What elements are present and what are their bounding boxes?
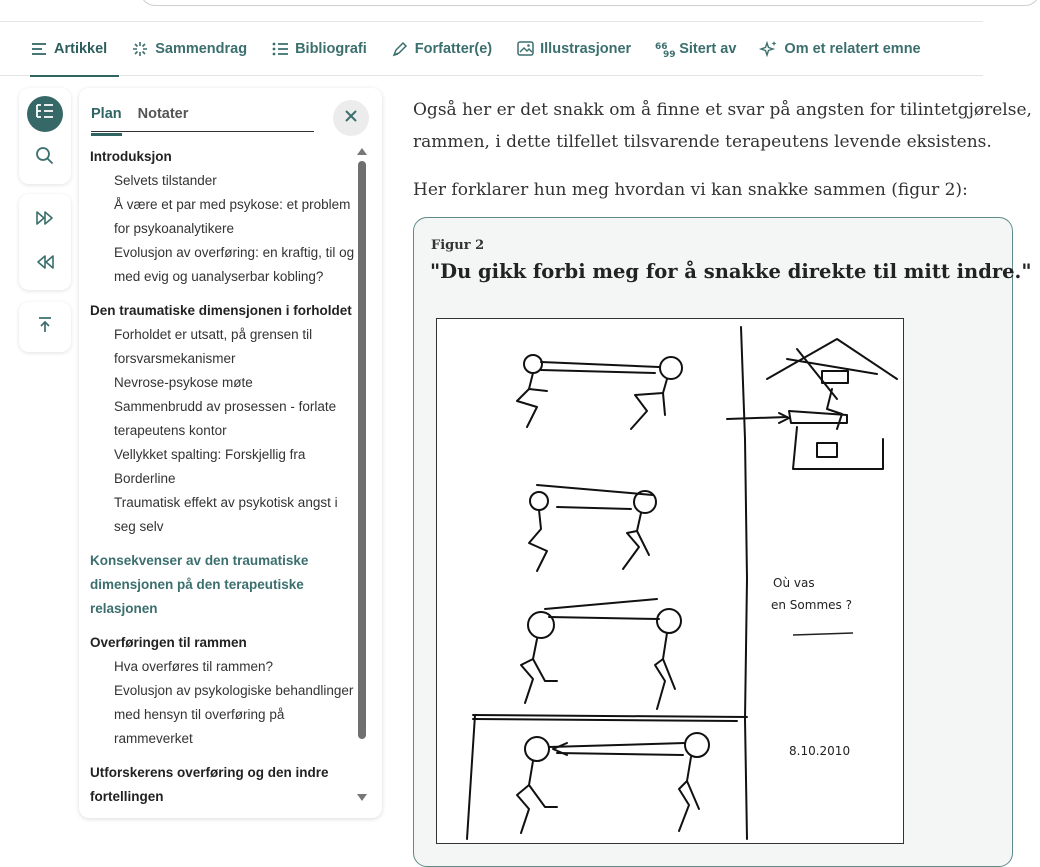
outline-section-current[interactable]: Konsekvenser av den traumatiske dimensjonen på den terapeutiske relasjonen bbox=[90, 553, 309, 616]
next-section-button[interactable] bbox=[27, 202, 63, 238]
figure-label: Figur 2 bbox=[431, 238, 485, 253]
tab-label: Artikkel bbox=[54, 40, 108, 57]
tab-label: Bibliografi bbox=[295, 40, 367, 57]
outline-list bbox=[90, 145, 358, 805]
paragraph-line: Også her er det snakk om å finne et svar på angsten for tilintetgjørelse, bbox=[413, 100, 1032, 120]
search-icon bbox=[35, 146, 55, 171]
quote-icon bbox=[655, 40, 676, 60]
tab-plan[interactable]: Plan bbox=[91, 104, 122, 131]
svg-text:66: 66 bbox=[655, 41, 668, 52]
previous-section-button[interactable] bbox=[27, 246, 63, 282]
close-panel-button[interactable] bbox=[333, 100, 369, 136]
scroll-down-arrow-icon[interactable] bbox=[357, 794, 367, 801]
outline-list-icon bbox=[35, 103, 55, 126]
outline-item[interactable]: Å være et par med psykose: et problem for psykoanalytikere bbox=[114, 197, 351, 236]
article-body bbox=[413, 94, 1032, 206]
tab-notater[interactable]: Notater bbox=[137, 106, 189, 122]
outline-list-button[interactable] bbox=[27, 96, 63, 132]
outline-item[interactable]: Evolusjon av psykologiske behandlinger med hensyn til overføring på rammeverket bbox=[114, 683, 354, 746]
outline-item[interactable]: Evolusjon av overføring: en kraftig, til og med evig og uanalyserbar kobling? bbox=[114, 245, 355, 284]
tab-artikkel[interactable] bbox=[18, 22, 119, 76]
outline-section[interactable]: Den traumatiske dimensjonen i forholdet bbox=[90, 303, 352, 318]
close-icon bbox=[344, 109, 358, 128]
scroll-thumb[interactable] bbox=[358, 161, 366, 739]
search-button[interactable] bbox=[27, 140, 63, 176]
pen-icon bbox=[391, 40, 409, 58]
fast-forward-icon bbox=[35, 210, 55, 231]
tab-label: Om et relatert emne bbox=[784, 40, 921, 57]
rail-group-top bbox=[19, 302, 71, 352]
tab-label: Sammendrag bbox=[155, 40, 248, 57]
rail-group-main bbox=[19, 88, 71, 184]
tab-label: Illustrasjoner bbox=[540, 40, 632, 57]
search-bar-edge[interactable] bbox=[140, 0, 1040, 6]
outline-item[interactable]: Vellykket spalting: Forskjellig fra Borderline bbox=[114, 447, 306, 486]
outline-item[interactable]: Sammenbrudd av prosessen - forlate terapeutens kontor bbox=[114, 399, 337, 438]
svg-text:99: 99 bbox=[663, 49, 676, 60]
scroll-up-arrow-icon[interactable] bbox=[357, 148, 367, 155]
sketch-note-2: en Sommes ? bbox=[771, 598, 852, 612]
back-to-top-icon bbox=[36, 316, 54, 339]
tab-forfatter[interactable] bbox=[379, 22, 504, 76]
outline-scrollbar[interactable] bbox=[356, 146, 368, 806]
tab-illustrasjoner[interactable] bbox=[504, 22, 643, 76]
outline-item[interactable]: Forholdet er utsatt, på grensen til forsvarsmekanismer bbox=[114, 327, 313, 366]
back-to-top-button[interactable] bbox=[27, 309, 63, 345]
tab-label: Sitert av bbox=[679, 40, 737, 57]
panel-tabs bbox=[91, 104, 314, 132]
figure-box bbox=[413, 217, 1032, 867]
paragraph-line: rammen, i dette tilfellet tilsvarende terapeutens levende eksistens. bbox=[413, 132, 992, 152]
paragraph: Her forklarer hun meg hvordan vi kan snakke sammen (figur 2): bbox=[413, 180, 968, 200]
article-tabs bbox=[0, 22, 983, 76]
lines-icon bbox=[30, 40, 48, 58]
rail-group-nav bbox=[19, 194, 71, 290]
outline-section[interactable]: Utforskerens overføring og den indre fortellingen bbox=[90, 765, 329, 804]
tab-sammendrag[interactable] bbox=[119, 22, 259, 76]
tab-sitert-av[interactable] bbox=[643, 22, 748, 76]
tab-bibliografi[interactable] bbox=[259, 22, 379, 76]
figure-image[interactable] bbox=[436, 318, 904, 844]
outline-item[interactable]: Traumatisk effekt av psykotisk angst i seg selv bbox=[114, 495, 338, 534]
tab-label: Forfatter(e) bbox=[414, 40, 493, 57]
outline-item[interactable]: Hva overføres til rammen? bbox=[114, 659, 274, 674]
rewind-icon bbox=[35, 254, 55, 275]
outline-item[interactable]: Nevrose-psykose møte bbox=[114, 375, 253, 390]
sketch-note-1: Où vas bbox=[773, 576, 815, 590]
outline-section[interactable]: Introduksjon bbox=[90, 149, 172, 164]
top-bar bbox=[0, 0, 983, 22]
sparkles-icon bbox=[760, 40, 778, 58]
sparkle-burst-icon bbox=[131, 40, 149, 58]
tab-om-relatert-emne[interactable] bbox=[748, 22, 932, 76]
list-icon bbox=[271, 40, 289, 58]
image-icon bbox=[516, 40, 534, 58]
outline-panel bbox=[79, 88, 382, 818]
hand-drawn-sketch bbox=[437, 319, 903, 843]
sketch-date: 8.10.2010 bbox=[789, 744, 851, 758]
figure-title: "Du gikk forbi meg for å snakke direkte til mitt indre." bbox=[430, 260, 1032, 283]
outline-section[interactable]: Overføringen til rammen bbox=[90, 635, 247, 650]
outline-item[interactable]: Selvets tilstander bbox=[114, 173, 217, 188]
